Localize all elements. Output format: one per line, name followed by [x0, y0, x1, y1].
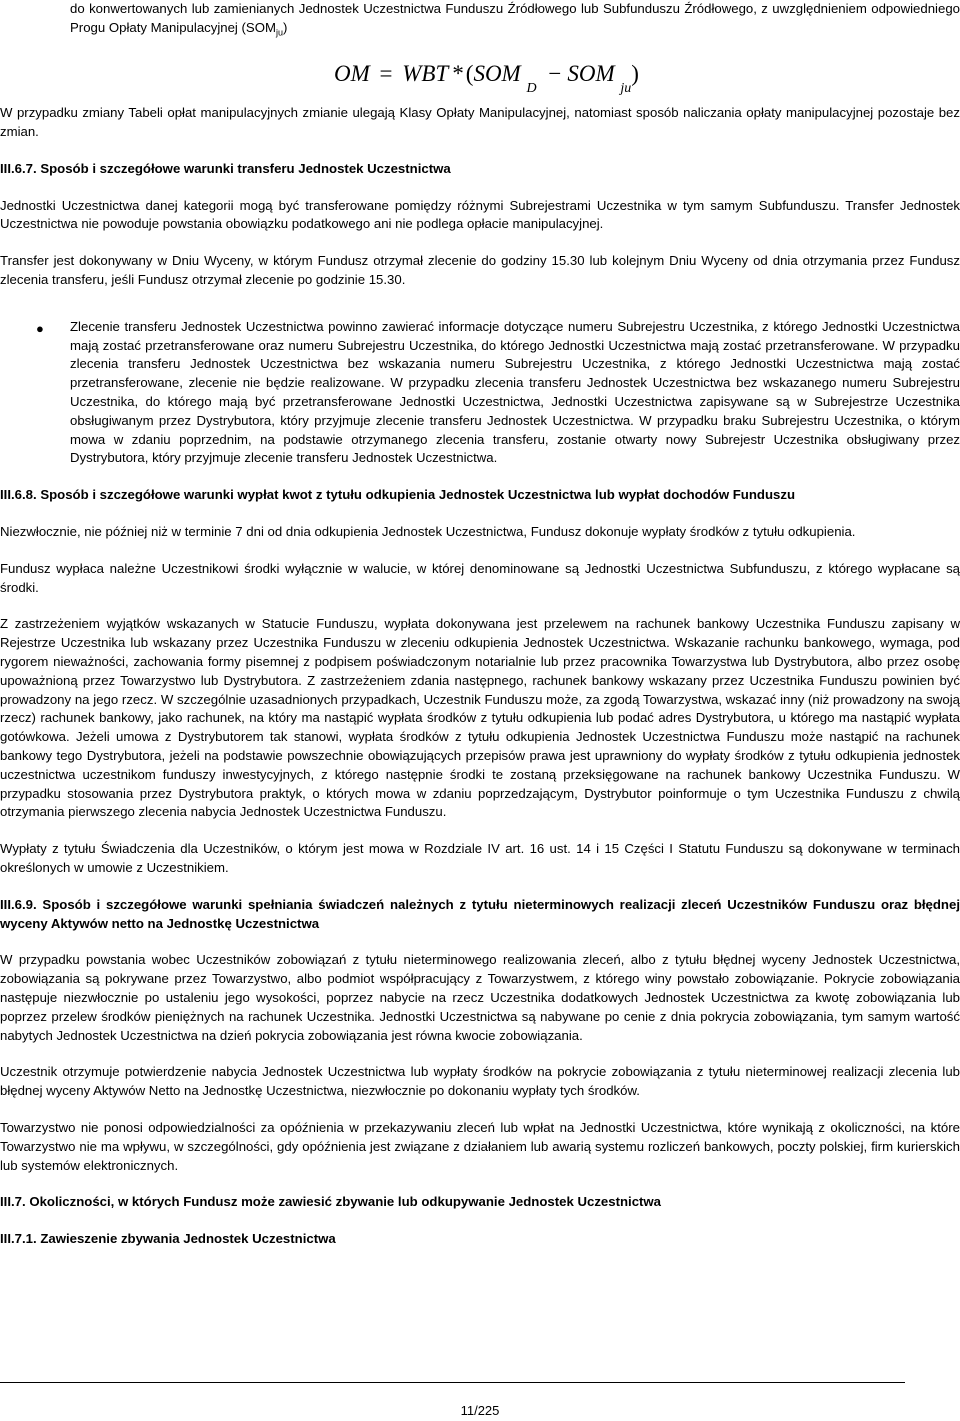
- formula-eq: =: [379, 61, 393, 87]
- formula-minus: −: [548, 61, 562, 87]
- formula-open: (: [465, 61, 474, 87]
- formula-som-ju: SOM: [567, 61, 615, 87]
- paragraph-3-6-8-2: Fundusz wypłaca należne Uczestnikowi środki wyłącznie w walucie, w której denominowane są Jednostki Uczestnictwa Subfunduszu, z którego wypłacane są środki.: [0, 560, 960, 595]
- paragraph-3-6-7-2: Transfer jest dokonywany w Dniu Wyceny, w którym Fundusz otrzymał zlecenie do godziny 15.30 lub kolejnym Dniu Wyceny od dnia otrzymania przez Fundusz zlecenia transferu, jeśli Fundusz otrzymał zlecenie po godzinie 15.30.: [0, 253, 960, 288]
- list-item-text: Zlecenie transferu Jednostek Uczestnictwa powinno zawierać informacje dotyczące numeru Subrejestru Uczestnika, z którego Jednostki Uczestnictwa mają zostać przetransferowane oraz numeru Subrejestru Uczestnika, do którego Jednostki Uczestnictwa mają zostać przetransferowane. W przypadku zlecenia transferu Jednostek Uczestnictwa bez wskazania numeru Subrejestru Uczestnika, z którego Jednostki Uczestnictwa mają zostać przetransferowane, zlecenie nie będzie realizowane. W przypadku zlecenia transferu Jednostek Uczestnictwa bez wskazanego numeru Subrejestru Uczestnika, do którego mają być przetransferowane Jednostki Uczestnictwa, Jednostki Uczestnictwa zapisywane są w Subrejestrze Uczestnika obsługiwanym przez Dystrybutora, który przyjmuje zlecenie transferu Jednostek Uczestnictwa. W przypadku braku Subrejestru Uczestnika, o którym mowa w zdaniu poprzednim, na podstawie otrzymanego zlecenia transferu, zostanie otwarty nowy Subrejestr Uczestnika obsługiwany przez Dystrybutora, który przyjmuje zlecenie transferu Jednostek Uczestnictwa.: [70, 318, 960, 466]
- fee-formula: [0, 59, 960, 99]
- heading-3-6-9: III.6.9. Sposób i szczegółowe warunki spełniania świadczeń należnych z tytułu nieterminowych realizacji zleceń Uczestników Funduszu oraz błędnej wyceny Aktywów netto na Jednostkę Uczestnictwa: [0, 896, 960, 931]
- intro-end: ): [282, 19, 288, 35]
- formula-wbt: WBT: [402, 61, 449, 87]
- paragraph-tabela-oplat: W przypadku zmiany Tabeli opłat manipulacyjnych zmianie ulegają Klasy Opłaty Manipulacyjnej, natomiast sposób naliczania opłaty manipulacyjnej pozostaje bez zmian.: [0, 105, 960, 140]
- paragraph-3-6-9-2: Uczestnik otrzymuje potwierdzenie nabycia Jednostek Uczestnictwa lub wypłaty środków na pokrycie zobowiązania z tytułu nieterminowej realizacji zlecenia lub błędnej wyceny Aktywów Netto na Jednostkę Uczestnictwa, niezwłocznie po dokonaniu wypłaty tych środków.: [0, 1064, 960, 1099]
- heading-3-6-7: III.6.7. Sposób i szczegółowe warunki transferu Jednostek Uczestnictwa: [0, 160, 451, 176]
- formula-star: *: [451, 61, 463, 87]
- bullet-list-transfer: [0, 318, 960, 468]
- bullet-dot-icon: ●: [36, 320, 44, 336]
- page-number: 11/225: [460, 1403, 500, 1418]
- formula-om: OM: [334, 61, 370, 87]
- footer-divider: [0, 1382, 905, 1383]
- heading-3-6-8: III.6.8. Sposób i szczegółowe warunki wypłat kwot z tytułu odkupienia Jednostek Uczestnictwa lub wypłat dochodów Funduszu: [0, 487, 796, 503]
- paragraph-3-6-8-4: Wypłaty z tytułu Świadczenia dla Uczestników, o którym jest mowa w Rozdziale IV art. 16 ust. 14 i 15 Części I Statutu Funduszu są dokonywane w terminach określonych w umowie z Uczestnikiem.: [0, 841, 960, 875]
- intro-subscript: ju: [275, 27, 283, 38]
- formula-som-d: SOM: [473, 61, 521, 87]
- intro-text: do konwertowanych lub zamienianych Jednostek Uczestnictwa Funduszu Źródłowego lub Subfunduszu Źródłowego, z uwzględnieniem odpowiedniego Progu Opłaty Manipulacyjnej (SOM: [70, 1, 960, 35]
- heading-3-7: III.7. Okoliczności, w których Fundusz może zawiesić zbywanie lub odkupywanie Jednostek Uczestnictwa: [0, 1194, 662, 1210]
- intro-paragraph: [70, 0, 960, 42]
- paragraph-3-6-8-3: Z zastrzeżeniem wyjątków wskazanych w Statucie Funduszu, wypłata dokonywana jest przelewem na rachunek bankowy Uczestnika Funduszu zapisany w Rejestrze Uczestnika lub wskazany przez Uczestnika Funduszu w zleceniu odkupienia Jednostek Uczestnictwa. Wskazanie rachunku bankowego, wymaga, pod rygorem nieważności, zachowania formy pisemnej z podpisem poświadczonym notarialnie lub przez pracownika Towarzystwa lub Dystrybutora, albo przez osobę upoważnioną przez Towarzystwo lub Dystrybutora. Z zastrzeżeniem zdania następnego, rachunek bankowy wskazany przez Uczestnika Funduszu powinien być prowadzony na jego rzecz. W szczególnie uzasadnionych przypadkach, Uczestnik Funduszu może, za zgodą Towarzystwa, wskazać inny (niż prowadzony na swoją rzecz) rachunek bankowy, jako rachunek, na który ma nastąpić wypłata środków z tytułu odkupienia lub podać adres Dystrybutora, u którego ma nastąpić wypłata gotówkowa. Jeżeli umowa z Dystrybutorem tak stanowi, wypłata środków z tytułu odkupienia Jednostek Uczestnictwa Funduszu może nastąpić na rachunek bankowy tego Dystrybutora, jeżeli na podstawie powszechnie obowiązujących przepisów prawa jest uprawniony do wypłaty środków z tytułu odkupienia jednostek uczestnictwa uczestnikom funduszy inwestycyjnych, z którego następnie środki te zostaną przeksięgowane na rachunek bankowy Uczestnika Funduszu. W przypadku stosowania przez Dystrybutora praktyk, o których mowa w zdaniu poprzedzającym, Dystrybutor poinformuje o tym Uczestnika Funduszu z chwilą otrzymania pierwszego zlecenia nabycia Jednostek Uczestnictwa Funduszu.: [0, 616, 960, 820]
- formula-close: ): [631, 61, 639, 87]
- paragraph-3-6-7-1: Jednostki Uczestnictwa danej kategorii mogą być transferowane pomiędzy różnymi Subrejestrami Uczestnika w tym samym Subfunduszu. Transfer Jednostek Uczestnictwa nie powoduje powstania obowiązku podatkowego ani nie podlega opłacie manipulacyjnej.: [0, 197, 960, 232]
- paragraph-3-6-9-3: Towarzystwo nie ponosi odpowiedzialności za opóźnienia w przekazywaniu zleceń lub wpłat na Jednostki Uczestnictwa, które wynikają z okoliczności, na które Towarzystwo nie ma wpływu, w szczególności, gdy opóźnienia jest związane z działaniem lub awarią systemu rozliczeń bankowych, poczty polskiej, firm kurierskich lub systemów elektronicznych.: [0, 1119, 960, 1173]
- heading-3-7-1: III.7.1. Zawieszenie zbywania Jednostek Uczestnictwa: [0, 1231, 336, 1247]
- list-item: [0, 318, 960, 468]
- formula-sub-d: D: [526, 81, 537, 97]
- paragraph-3-6-8-1: Niezwłocznie, nie później niż w terminie 7 dni od dnia odkupienia Jednostek Uczestnictwa, Fundusz dokonuje wypłaty środków z tytułu odkupienia.: [0, 523, 856, 539]
- formula-sub-ju: ju: [620, 81, 632, 97]
- paragraph-3-6-9-1: W przypadku powstania wobec Uczestników zobowiązań z tytułu nieterminowego realizowania zleceń, albo z tytułu błędnej wyceny Jednostek Uczestnictwa, zobowiązania są pokrywane przez Towarzystwo, albo podmiot współpracujący z Towarzystwem, z którego winy powstało zobowiązanie. Pokrycie zobowiązania następuje niezwłocznie po ustaleniu jego wysokości, poprzez nabycie na rzecz Uczestnika dodatkowych Jednostek Uczestnictwa za kwotę zobowiązania lub poprzez przelew środków pieniężnych na rachunek Uczestnika. Jednostki Uczestnictwa są nabywane po cenie z dnia pokrycia zobowiązania, tym samym wartość nabytych Jednostek Uczestnictwa na dzień pokrycia zobowiązania jest równa kwocie zobowiązania.: [0, 952, 960, 1043]
